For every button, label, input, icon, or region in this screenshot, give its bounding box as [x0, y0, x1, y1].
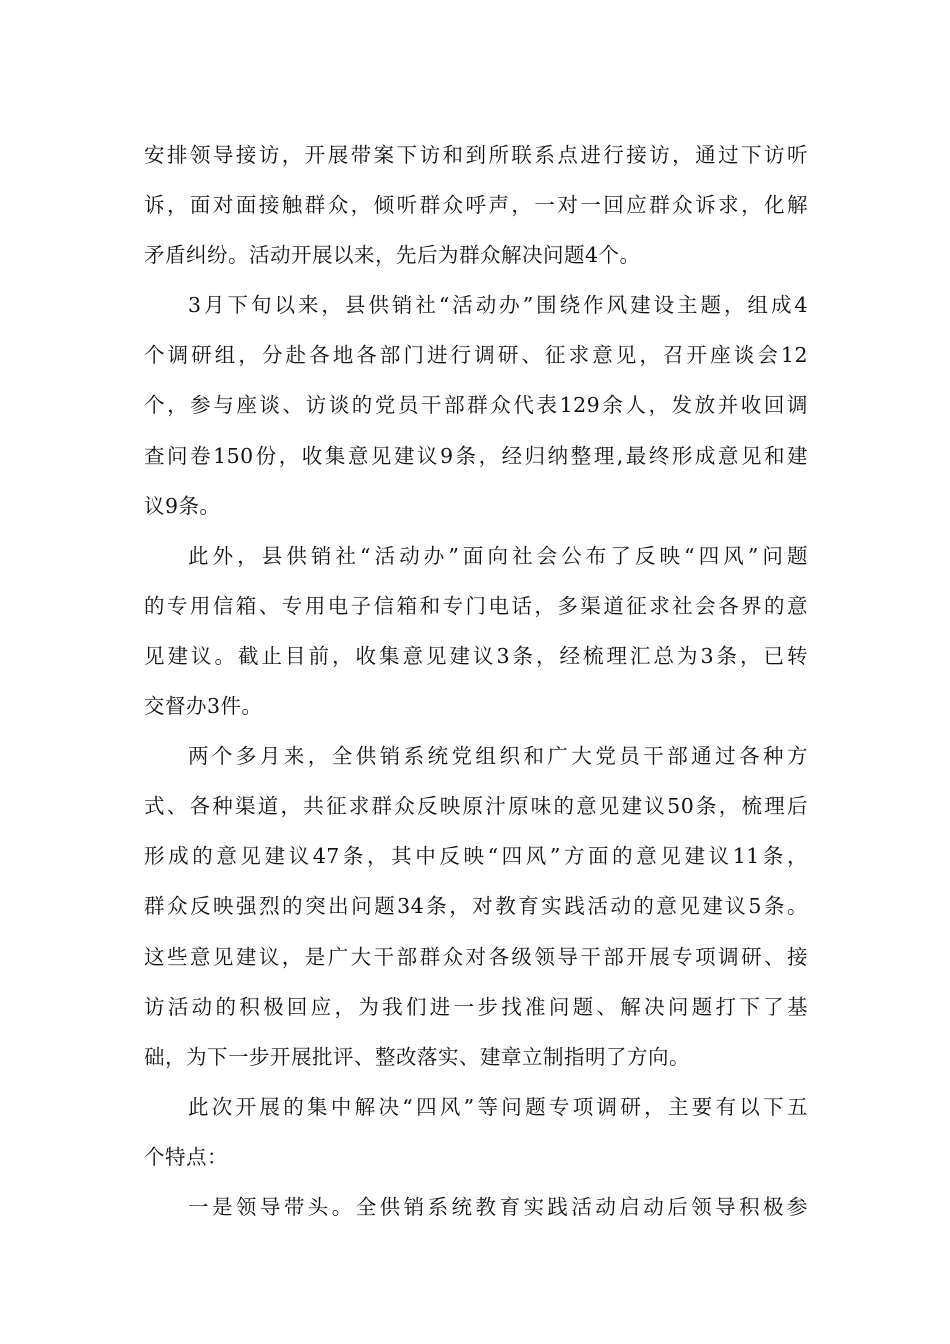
- text-line: 3月下旬以来，县供销社“活动办”围绕作风建设主题，组成4: [188, 293, 808, 318]
- text-line: 群众反映强烈的突出问题34条，对教育实践活动的意见建议5条。: [144, 894, 808, 919]
- text-line: 形成的意见建议47条，其中反映“四风”方面的意见建议11条，: [144, 844, 808, 869]
- text-line: 式、各种渠道，共征求群众反映原汁原味的意见建议50条，梳理后: [144, 794, 808, 819]
- text-line: 个特点：: [144, 1144, 228, 1169]
- text-line: 一是领导带头。全供销系统教育实践活动启动后领导积极参: [188, 1194, 808, 1219]
- text-line: 这些意见建议，是广大干部群众对各级领导干部开展专项调研、接: [144, 944, 808, 969]
- text-line: 交督办3件。: [144, 694, 263, 719]
- text-line: 矛盾纠纷。活动开展以来，先后为群众解决问题4个。: [144, 243, 641, 268]
- text-line: 两个多月来，全供销系统党组织和广大党员干部通过各种方: [188, 744, 808, 769]
- text-line: 此次开展的集中解决“四风”等问题专项调研，主要有以下五: [188, 1094, 808, 1119]
- document-body: [144, 130, 808, 1232]
- text-line: 个调研组，分赴各地各部门进行调研、征求意见，召开座谈会12: [144, 343, 808, 368]
- text-line: 个，参与座谈、访谈的党员干部群众代表129余人，发放并收回调: [144, 393, 808, 418]
- text-line: 查问卷150份，收集意见建议9条，经归纳整理,最终形成意见和建: [144, 443, 808, 468]
- text-line: 的专用信箱、专用电子信箱和专门电话，多渠道征求社会各界的意: [144, 593, 808, 618]
- text-line: 见建议。截止目前，收集意见建议3条，经梳理汇总为3条，已转: [144, 643, 808, 668]
- text-line: 安排领导接访，开展带案下访和到所联系点进行接访，通过下访听: [144, 143, 808, 167]
- text-line: 诉，面对面接触群众，倾听群众呼声，一对一回应群众诉求，化解: [144, 193, 808, 218]
- text-line: 议9条。: [144, 493, 221, 518]
- text-line: 础，为下一步开展批评、整改落实、建章立制指明了方向。: [144, 1044, 690, 1069]
- text-line: 访活动的积极回应，为我们进一步找准问题、解决问题打下了基: [144, 994, 808, 1019]
- text-line: 此外，县供销社“活动办”面向社会公布了反映“四风”问题: [188, 543, 808, 568]
